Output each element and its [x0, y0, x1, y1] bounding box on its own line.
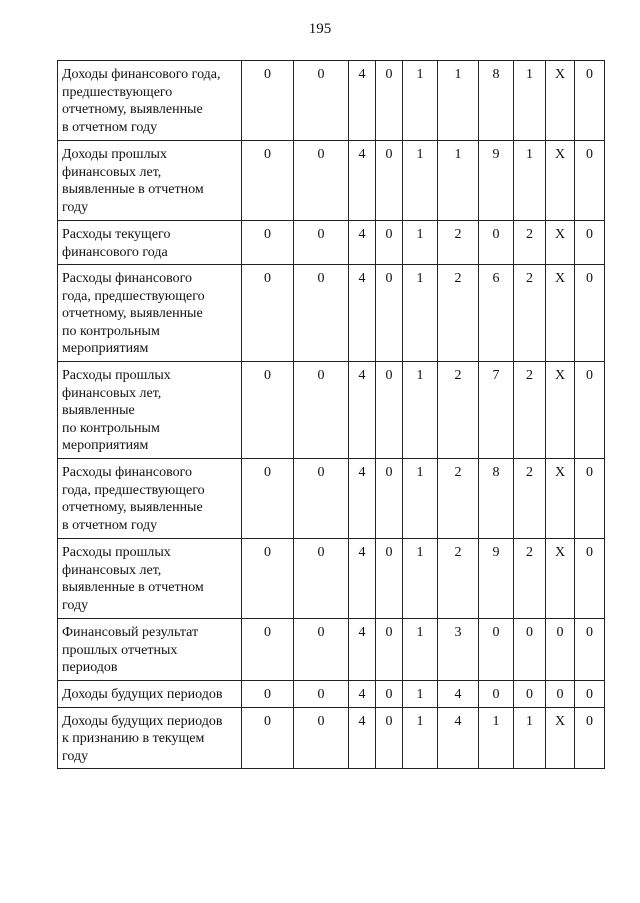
code-digit: 0	[376, 539, 403, 619]
code-digit: 2	[514, 539, 546, 619]
code-digit: 0	[376, 221, 403, 265]
account-name: Доходы будущих периодов к признанию в текущем году	[58, 707, 242, 769]
code-digit: 0	[575, 459, 605, 539]
code-digit: X	[546, 362, 575, 459]
code-digit: 9	[479, 539, 514, 619]
code-digit: 0	[242, 362, 294, 459]
code-digit: 4	[349, 680, 376, 707]
code-digit: 1	[403, 362, 438, 459]
code-digit: 0	[242, 221, 294, 265]
code-digit: X	[546, 61, 575, 141]
code-digit: 1	[403, 539, 438, 619]
code-digit: 4	[349, 265, 376, 362]
code-digit: 0	[546, 680, 575, 707]
code-digit: 0	[242, 680, 294, 707]
table-row	[58, 539, 605, 619]
code-digit: 4	[438, 680, 479, 707]
account-name: Расходы финансового года, предшествующего отчетному, выявленные по контрольным мероприятиям	[58, 265, 242, 362]
table-row	[58, 265, 605, 362]
code-digit: 2	[514, 459, 546, 539]
code-digit: 1	[514, 141, 546, 221]
code-digit: 0	[376, 265, 403, 362]
code-digit: 1	[403, 221, 438, 265]
code-digit: 0	[575, 221, 605, 265]
code-digit: 4	[349, 141, 376, 221]
table-row	[58, 61, 605, 141]
code-digit: 2	[438, 221, 479, 265]
code-digit: 1	[403, 619, 438, 681]
account-codes-table	[57, 60, 605, 769]
code-digit: 4	[349, 707, 376, 769]
code-digit: 0	[294, 680, 349, 707]
code-digit: 0	[376, 680, 403, 707]
code-digit: 1	[514, 707, 546, 769]
code-digit: 0	[514, 619, 546, 681]
code-digit: 8	[479, 61, 514, 141]
code-digit: 0	[294, 61, 349, 141]
code-digit: 0	[479, 619, 514, 681]
table-row	[58, 362, 605, 459]
code-digit: 4	[349, 221, 376, 265]
table-row	[58, 221, 605, 265]
code-digit: X	[546, 707, 575, 769]
code-digit: 0	[575, 680, 605, 707]
code-digit: 2	[438, 362, 479, 459]
code-digit: 8	[479, 459, 514, 539]
code-digit: 0	[575, 141, 605, 221]
code-digit: 0	[575, 619, 605, 681]
code-digit: X	[546, 221, 575, 265]
code-digit: X	[546, 265, 575, 362]
code-digit: 4	[438, 707, 479, 769]
code-digit: 2	[514, 362, 546, 459]
code-digit: 0	[575, 362, 605, 459]
code-digit: 0	[546, 619, 575, 681]
code-digit: 0	[294, 707, 349, 769]
code-digit: 7	[479, 362, 514, 459]
code-digit: 0	[514, 680, 546, 707]
table-row	[58, 459, 605, 539]
code-digit: 2	[438, 539, 479, 619]
code-digit: 0	[479, 680, 514, 707]
code-digit: 1	[514, 61, 546, 141]
code-digit: 0	[242, 459, 294, 539]
code-digit: X	[546, 141, 575, 221]
code-digit: 1	[438, 141, 479, 221]
account-name: Расходы текущего финансового года	[58, 221, 242, 265]
account-name: Расходы прошлых финансовых лет, выявленные в отчетном году	[58, 539, 242, 619]
code-digit: 4	[349, 539, 376, 619]
code-digit: 2	[514, 265, 546, 362]
code-digit: 0	[376, 141, 403, 221]
code-digit: 4	[349, 61, 376, 141]
code-digit: 0	[242, 61, 294, 141]
code-digit: 0	[575, 539, 605, 619]
code-digit: 0	[242, 539, 294, 619]
code-digit: 0	[242, 707, 294, 769]
code-digit: 0	[479, 221, 514, 265]
code-digit: 1	[438, 61, 479, 141]
account-name: Доходы финансового года, предшествующего отчетному, выявленные в отчетном году	[58, 61, 242, 141]
code-digit: 2	[438, 459, 479, 539]
code-digit: 1	[403, 707, 438, 769]
code-digit: 2	[514, 221, 546, 265]
code-digit: 4	[349, 362, 376, 459]
table-row	[58, 141, 605, 221]
table-row	[58, 680, 605, 707]
code-digit: X	[546, 459, 575, 539]
code-digit: 0	[575, 265, 605, 362]
code-digit: 0	[376, 61, 403, 141]
code-digit: 0	[294, 459, 349, 539]
code-digit: 0	[294, 265, 349, 362]
code-digit: 0	[376, 362, 403, 459]
code-digit: 6	[479, 265, 514, 362]
code-digit: 1	[403, 61, 438, 141]
code-digit: 1	[479, 707, 514, 769]
account-name: Доходы будущих периодов	[58, 680, 242, 707]
code-digit: 4	[349, 619, 376, 681]
account-name: Расходы прошлых финансовых лет, выявленные по контрольным мероприятиям	[58, 362, 242, 459]
code-digit: 0	[376, 707, 403, 769]
code-digit: X	[546, 539, 575, 619]
table-row	[58, 707, 605, 769]
code-digit: 0	[376, 459, 403, 539]
code-digit: 0	[294, 539, 349, 619]
code-digit: 1	[403, 265, 438, 362]
code-digit: 0	[242, 619, 294, 681]
code-digit: 9	[479, 141, 514, 221]
code-digit: 0	[575, 61, 605, 141]
account-name: Расходы финансового года, предшествующего отчетному, выявленные в отчетном году	[58, 459, 242, 539]
code-digit: 0	[242, 141, 294, 221]
table-row	[58, 619, 605, 681]
code-digit: 0	[294, 141, 349, 221]
code-digit: 1	[403, 141, 438, 221]
code-digit: 0	[376, 619, 403, 681]
account-name: Финансовый результат прошлых отчетных периодов	[58, 619, 242, 681]
code-digit: 0	[294, 362, 349, 459]
code-digit: 0	[294, 221, 349, 265]
code-digit: 3	[438, 619, 479, 681]
code-digit: 1	[403, 680, 438, 707]
page-number: 195	[308, 21, 332, 37]
code-digit: 2	[438, 265, 479, 362]
code-digit: 4	[349, 459, 376, 539]
code-digit: 1	[403, 459, 438, 539]
code-digit: 0	[294, 619, 349, 681]
account-name: Доходы прошлых финансовых лет, выявленные в отчетном году	[58, 141, 242, 221]
code-digit: 0	[575, 707, 605, 769]
code-digit: 0	[242, 265, 294, 362]
